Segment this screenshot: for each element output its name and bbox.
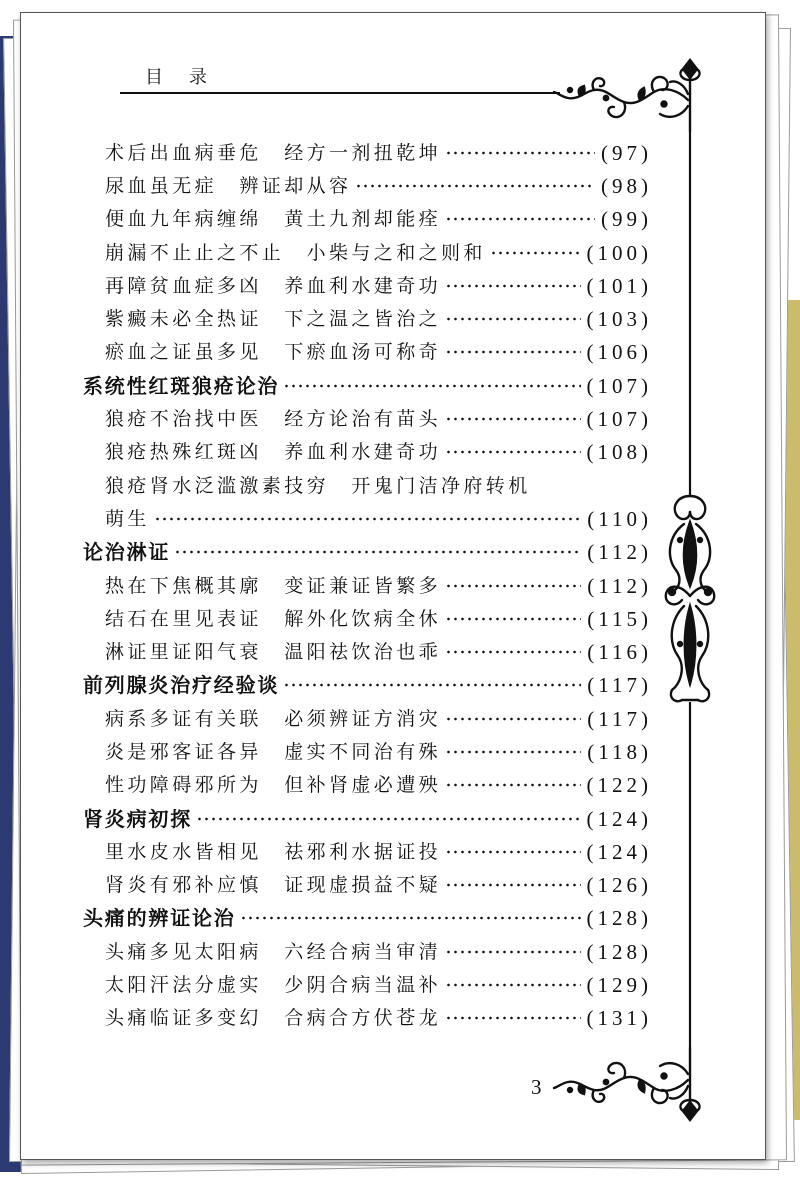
dot-leader <box>445 749 581 755</box>
toc-entry-title: 狼疮热殊红斑凶 养血利水建奇功 <box>105 441 442 464</box>
toc-entry <box>83 1002 652 1035</box>
toc-entry-title: 尿血虽无症 辨证却从容 <box>105 174 352 197</box>
toc-page-number: (112) <box>587 573 652 598</box>
dot-leader <box>445 949 580 955</box>
toc-entry <box>83 269 652 302</box>
toc-page-number: (124) <box>586 806 652 831</box>
corner-ornament-bottom <box>554 1048 700 1120</box>
toc-page-number: (118) <box>587 739 652 764</box>
toc-page-number: (117) <box>587 673 652 698</box>
dot-leader <box>174 549 581 555</box>
dot-leader <box>445 649 581 655</box>
corner-ornament-top <box>554 60 700 132</box>
toc-entry-title: 里水皮水皆相见 祛邪利水据证投 <box>105 840 442 863</box>
toc-section-title: 头痛的辨证论治 <box>83 906 236 931</box>
dot-leader <box>283 383 580 389</box>
toc-section-heading <box>83 669 652 702</box>
toc-entry-title: 崩漏不止止之不止 小柴与之和之则和 <box>105 241 486 264</box>
toc-entry <box>83 436 652 469</box>
toc-section-title: 肾炎病初探 <box>83 806 192 831</box>
toc-entry <box>83 336 652 369</box>
toc-entry-title: 瘀血之证虽多见 下瘀血汤可称奇 <box>105 341 442 364</box>
document-page <box>20 12 766 1160</box>
dot-leader <box>445 416 580 422</box>
toc-entry <box>83 402 652 435</box>
toc-entry-title: 便血九年病缠绵 黄土九剂却能痊 <box>105 208 442 231</box>
toc-entry <box>83 769 652 802</box>
toc-entry-title: 再障贫血症多凶 养血利水建奇功 <box>105 274 442 297</box>
toc-section-title: 系统性红斑狼疮论治 <box>83 373 280 398</box>
toc-entry-title: 紫癜未必全热证 下之温之皆治之 <box>105 308 442 331</box>
toc-page-number: (117) <box>587 706 652 731</box>
toc-page-number: (126) <box>586 873 652 898</box>
toc-entry <box>83 968 652 1001</box>
toc-section-title: 前列腺炎治疗经验谈 <box>83 673 280 698</box>
toc-page-number: (98) <box>601 173 652 198</box>
toc-entry-title: 狼疮肾水泛滥激素技穷 开鬼门洁净府转机 <box>105 474 531 497</box>
toc-entry-title: 热在下焦概其廓 变证兼证皆繁多 <box>105 574 442 597</box>
toc-page-number: (122) <box>586 773 652 798</box>
toc-page-number: (97) <box>601 140 652 165</box>
toc-page-number: (99) <box>601 207 652 232</box>
toc-page-number: (116) <box>587 640 652 665</box>
dot-leader <box>445 150 595 156</box>
page-header-title: 目 录 <box>145 67 211 88</box>
toc-page-number: (107) <box>586 407 652 432</box>
toc-entry-continuation <box>83 502 652 535</box>
toc-section-title: 论治淋证 <box>83 540 171 565</box>
toc-entry-title: 肾炎有邪补应慎 证现虚损益不疑 <box>105 874 442 897</box>
dot-leader <box>355 183 595 189</box>
dot-leader <box>445 1015 580 1021</box>
toc-entry <box>83 602 652 635</box>
toc-page-number: (112) <box>587 540 652 565</box>
toc-section-heading <box>83 536 652 569</box>
dot-leader <box>240 915 581 921</box>
toc-list <box>83 136 652 1035</box>
dot-leader <box>445 316 580 322</box>
toc-page-number: (115) <box>587 606 652 631</box>
toc-entry-title: 狼疮不治找中医 经方论治有苗头 <box>105 408 442 431</box>
toc-entry <box>83 635 652 668</box>
dot-leader <box>445 882 580 888</box>
dot-leader <box>445 616 581 622</box>
dot-leader <box>445 283 580 289</box>
toc-page-number: (108) <box>586 440 652 465</box>
toc-page-number: (101) <box>586 273 652 298</box>
toc-section-heading <box>83 802 652 835</box>
toc-page-number: (100) <box>586 240 652 265</box>
toc-entry <box>83 735 652 768</box>
dot-leader <box>445 449 580 455</box>
dot-leader <box>490 250 581 256</box>
toc-entry <box>83 302 652 335</box>
toc-entry <box>83 869 652 902</box>
toc-entry <box>83 203 652 236</box>
page-number: 3 <box>531 1075 542 1099</box>
dot-leader <box>445 716 581 722</box>
toc-page-number: (128) <box>586 939 652 964</box>
toc-entry <box>83 835 652 868</box>
toc-entry-title: 太阳汗法分虚实 少阴合病当温补 <box>105 974 442 997</box>
header-rule <box>120 92 560 94</box>
toc-section-heading <box>83 902 652 935</box>
toc-entry-title: 淋证里证阳气衰 温阳祛饮治也乖 <box>105 641 442 664</box>
dot-leader <box>154 516 581 522</box>
toc-page-number: (124) <box>586 839 652 864</box>
toc-entry <box>83 569 652 602</box>
dot-leader <box>196 816 581 822</box>
toc-entry <box>83 935 652 968</box>
toc-entry-title: 术后出血病垂危 经方一剂扭乾坤 <box>105 141 442 164</box>
toc-page-number: (131) <box>586 1006 652 1031</box>
toc-entry <box>83 236 652 269</box>
toc-entry <box>83 702 652 735</box>
dot-leader <box>445 583 581 589</box>
toc-entry-title: 头痛临证多变幻 合病合方伏苍龙 <box>105 1007 442 1030</box>
toc-entry-title: 结石在里见表证 解外化饮病全休 <box>105 607 442 630</box>
toc-page-number: (106) <box>586 340 652 365</box>
toc-entry-title: 头痛多见太阳病 六经合病当审清 <box>105 940 442 963</box>
dot-leader <box>283 682 581 688</box>
dot-leader <box>445 849 580 855</box>
toc-page-number: (110) <box>587 506 652 531</box>
toc-page-number: (103) <box>586 307 652 332</box>
side-ornament <box>666 496 714 701</box>
toc-section-heading <box>83 369 652 402</box>
toc-entry <box>83 169 652 202</box>
toc-entry-title: 炎是邪客证各异 虚实不同治有殊 <box>105 740 442 763</box>
toc-entry-title-continued: 萌生 <box>105 507 150 530</box>
toc-page-number: (128) <box>586 906 652 931</box>
toc-page-number: (129) <box>586 973 652 998</box>
dot-leader <box>445 349 580 355</box>
toc-entry <box>83 469 652 502</box>
toc-entry-title: 性功障碍邪所为 但补肾虚必遭殃 <box>105 774 442 797</box>
toc-entry-title: 病系多证有关联 必须辨证方消灾 <box>105 707 442 730</box>
dot-leader <box>445 982 580 988</box>
dot-leader <box>445 782 580 788</box>
toc-page-number: (107) <box>586 373 652 398</box>
dot-leader <box>445 216 595 222</box>
toc-entry <box>83 136 652 169</box>
